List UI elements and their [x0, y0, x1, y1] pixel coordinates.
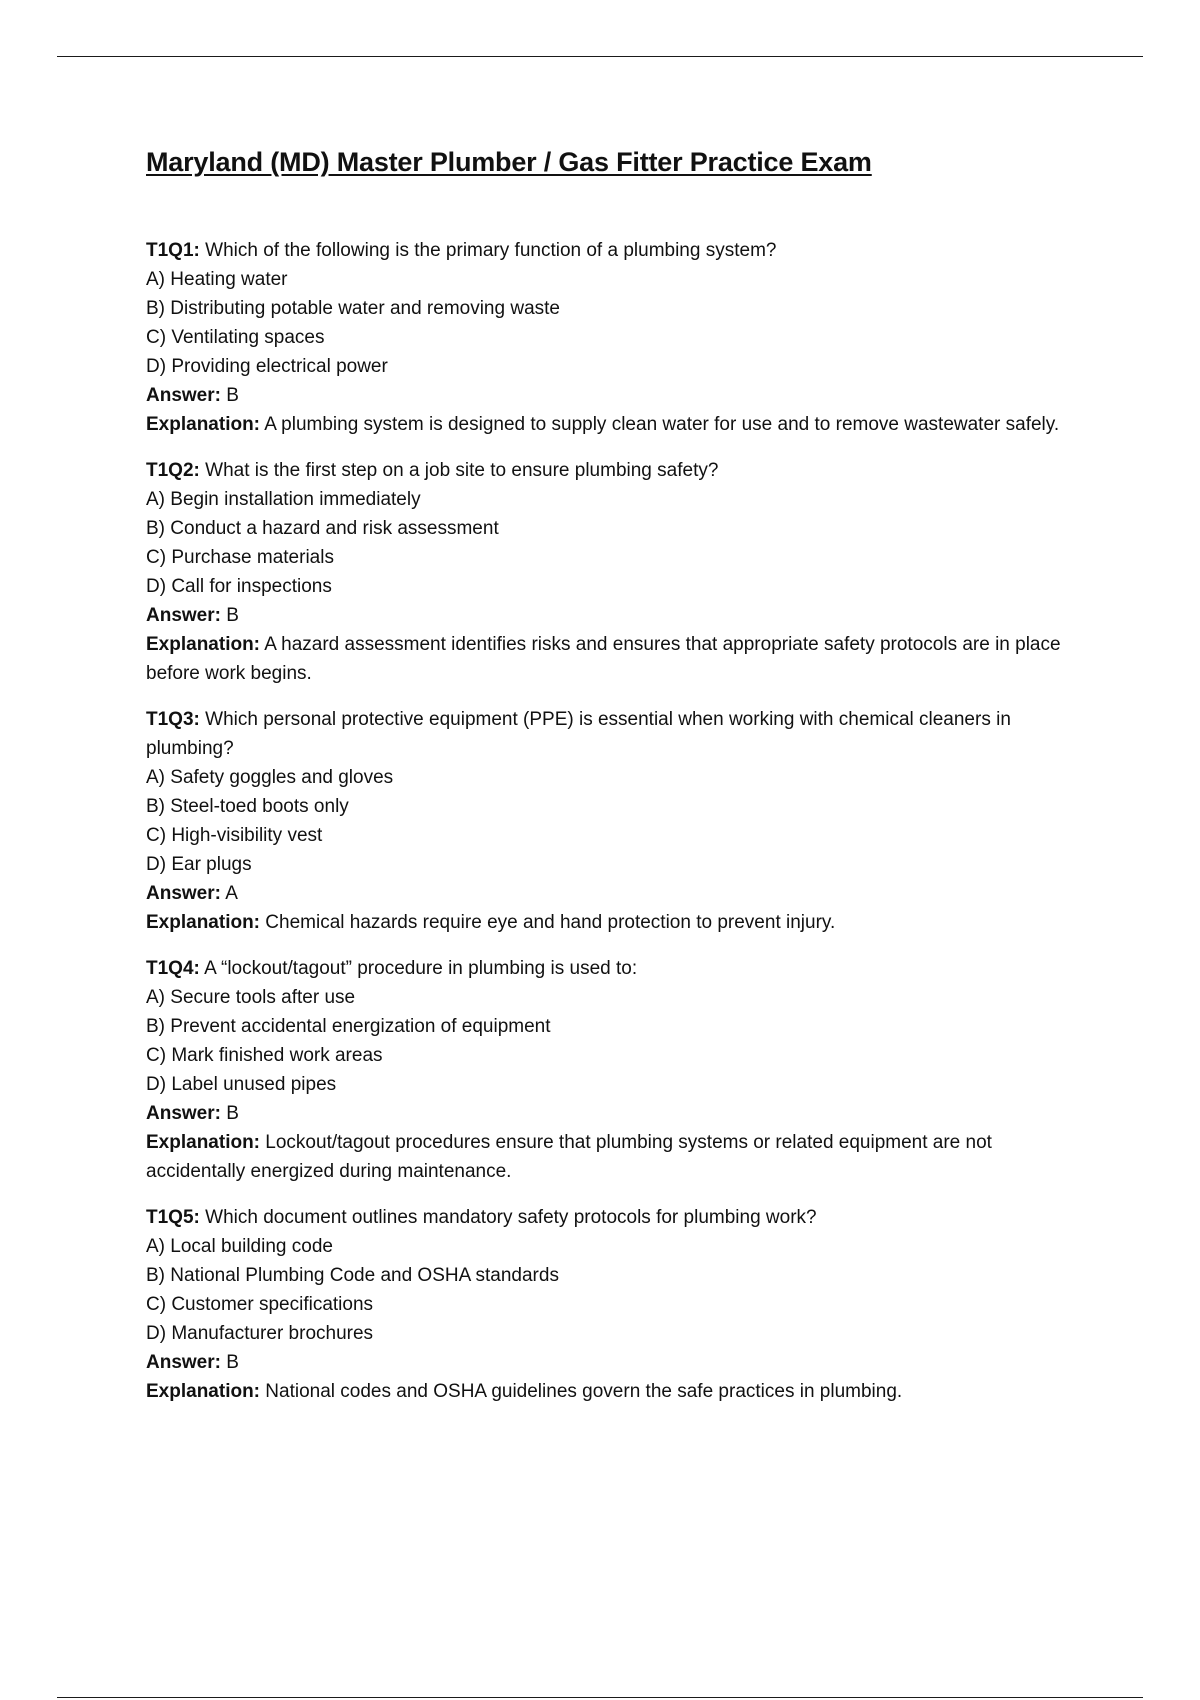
explanation-line: [146, 1377, 1076, 1406]
answer-value: B: [226, 605, 239, 626]
option-b: B) Distributing potable water and removing waste: [146, 298, 560, 319]
explanation-line: [146, 1128, 1076, 1186]
option-d: D) Label unused pipes: [146, 1074, 337, 1095]
option-b: B) National Plumbing Code and OSHA standards: [146, 1265, 559, 1286]
question-block: [146, 1203, 1076, 1406]
option-c: C) Customer specifications: [146, 1294, 374, 1315]
top-rule: [57, 56, 1143, 57]
bottom-rule: [57, 1697, 1143, 1698]
question-text: A “lockout/tagout” procedure in plumbing is used to:: [204, 958, 638, 979]
document-body: [146, 144, 1076, 1423]
explanation-line: [146, 630, 1076, 688]
question-text: Which of the following is the primary function of a plumbing system?: [205, 240, 777, 261]
explanation-text: A plumbing system is designed to supply clean water for use and to remove wastewater safely.: [264, 414, 1060, 435]
answer-label: Answer:: [146, 605, 221, 626]
option-a: A) Begin installation immediately: [146, 489, 421, 510]
question-id: T1Q2:: [146, 460, 200, 481]
answer-value: A: [225, 883, 238, 904]
answer-line: [146, 1099, 1076, 1128]
question-id: T1Q4:: [146, 958, 200, 979]
option-a: A) Safety goggles and gloves: [146, 767, 394, 788]
option-b: B) Steel-toed boots only: [146, 796, 349, 817]
option-a: A) Heating water: [146, 269, 288, 290]
option-a: A) Local building code: [146, 1236, 333, 1257]
explanation-line: [146, 410, 1076, 439]
option-a: A) Secure tools after use: [146, 987, 356, 1008]
explanation-text: National codes and OSHA guidelines govern the safe practices in plumbing.: [265, 1381, 903, 1402]
answer-value: B: [226, 1103, 239, 1124]
question-id: T1Q1:: [146, 240, 200, 261]
question-text: What is the first step on a job site to ensure plumbing safety?: [205, 460, 719, 481]
option-d: D) Manufacturer brochures: [146, 1323, 374, 1344]
answer-line: [146, 879, 1076, 908]
question-stem: [146, 1203, 1076, 1232]
option-c: C) Mark finished work areas: [146, 1045, 383, 1066]
option-b: B) Prevent accidental energization of equipment: [146, 1016, 551, 1037]
explanation-label: Explanation:: [146, 414, 261, 435]
question-block: [146, 456, 1076, 688]
explanation-label: Explanation:: [146, 1381, 261, 1402]
option-d: D) Ear plugs: [146, 854, 252, 875]
question-stem: [146, 236, 1076, 265]
explanation-text: Lockout/tagout procedures ensure that plumbing systems or related equipment are not accidentally energized during maintenance.: [146, 1132, 992, 1182]
answer-value: B: [226, 1352, 239, 1373]
question-list: [146, 236, 1076, 1406]
answer-value: B: [226, 385, 239, 406]
explanation-label: Explanation:: [146, 912, 261, 933]
option-c: C) Ventilating spaces: [146, 327, 325, 348]
answer-label: Answer:: [146, 1352, 221, 1373]
option-d: D) Providing electrical power: [146, 356, 388, 377]
question-id: T1Q5:: [146, 1207, 200, 1228]
page-title: Maryland (MD) Master Plumber / Gas Fitter Practice Exam: [146, 147, 872, 177]
option-b: B) Conduct a hazard and risk assessment: [146, 518, 499, 539]
answer-line: [146, 381, 1076, 410]
answer-label: Answer:: [146, 1103, 221, 1124]
answer-label: Answer:: [146, 883, 221, 904]
question-id: T1Q3:: [146, 709, 200, 730]
question-block: [146, 705, 1076, 937]
explanation-line: [146, 908, 1076, 937]
option-c: C) Purchase materials: [146, 547, 334, 568]
question-block: [146, 236, 1076, 439]
explanation-text: Chemical hazards require eye and hand protection to prevent injury.: [265, 912, 836, 933]
option-c: C) High-visibility vest: [146, 825, 323, 846]
answer-label: Answer:: [146, 385, 221, 406]
question-stem: [146, 456, 1076, 485]
question-stem: [146, 954, 1076, 983]
question-block: [146, 954, 1076, 1186]
answer-line: [146, 1348, 1076, 1377]
question-stem: [146, 705, 1076, 763]
option-d: D) Call for inspections: [146, 576, 332, 597]
explanation-text: A hazard assessment identifies risks and ensures that appropriate safety protocols are in place before work begins.: [146, 634, 1061, 684]
explanation-label: Explanation:: [146, 634, 261, 655]
explanation-label: Explanation:: [146, 1132, 261, 1153]
answer-line: [146, 601, 1076, 630]
question-text: Which personal protective equipment (PPE) is essential when working with chemical cleaners in plumbing?: [146, 709, 1011, 759]
question-text: Which document outlines mandatory safety protocols for plumbing work?: [205, 1207, 817, 1228]
